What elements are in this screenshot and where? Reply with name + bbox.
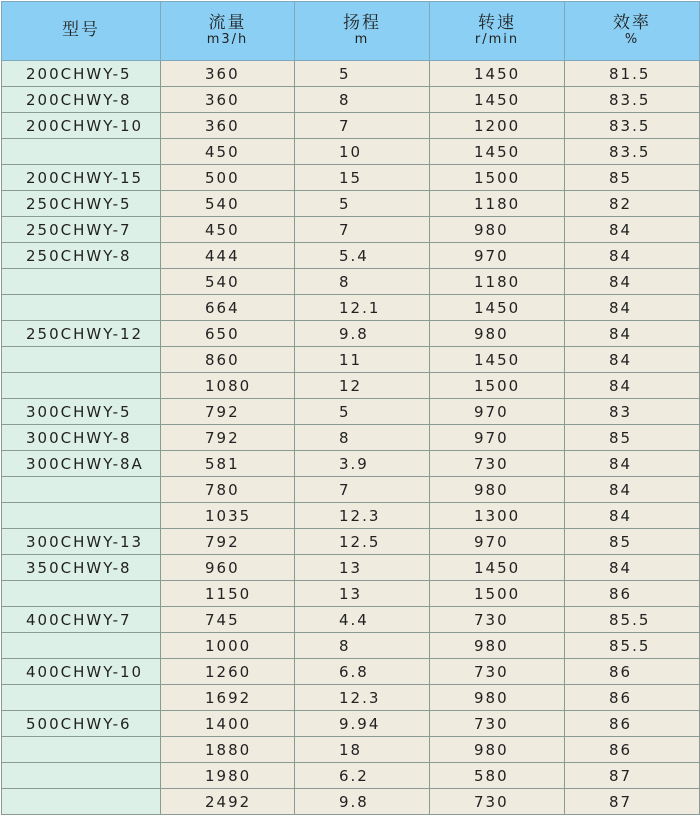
cell-model: [2, 477, 161, 503]
cell-efficiency: 86: [565, 581, 700, 607]
cell-speed: 1200: [430, 113, 565, 139]
table-row: [2, 477, 700, 503]
cell-speed: 1450: [430, 61, 565, 87]
cell-model: 200CHWY-15: [2, 165, 161, 191]
cell-flow: 1000: [161, 633, 295, 659]
cell-head: 8: [295, 269, 430, 295]
cell-flow: 792: [161, 399, 295, 425]
cell-speed: 730: [430, 607, 565, 633]
cell-efficiency: 84: [565, 373, 700, 399]
cell-flow: 780: [161, 477, 295, 503]
cell-speed: 970: [430, 399, 565, 425]
cell-efficiency: 84: [565, 451, 700, 477]
cell-flow: 1880: [161, 737, 295, 763]
cell-head: 12.3: [295, 503, 430, 529]
cell-efficiency: 84: [565, 321, 700, 347]
cell-flow: 860: [161, 347, 295, 373]
cell-model: 350CHWY-8: [2, 555, 161, 581]
cell-efficiency: 85: [565, 425, 700, 451]
cell-efficiency: 86: [565, 685, 700, 711]
cell-model: [2, 373, 161, 399]
cell-model: 400CHWY-7: [2, 607, 161, 633]
cell-efficiency: 87: [565, 789, 700, 815]
cell-efficiency: 84: [565, 477, 700, 503]
cell-head: 18: [295, 737, 430, 763]
cell-flow: 1400: [161, 711, 295, 737]
cell-speed: 580: [430, 763, 565, 789]
pump-spec-table: [1, 1, 700, 815]
cell-efficiency: 86: [565, 659, 700, 685]
table-row: [2, 113, 700, 139]
table-row: [2, 737, 700, 763]
table-row: [2, 347, 700, 373]
cell-speed: 1500: [430, 373, 565, 399]
cell-efficiency: 86: [565, 711, 700, 737]
cell-head: 5: [295, 61, 430, 87]
header-flow-label: 流量: [208, 13, 247, 34]
cell-model: 300CHWY-13: [2, 529, 161, 555]
table-row: [2, 139, 700, 165]
cell-head: 12: [295, 373, 430, 399]
table-row: [2, 87, 700, 113]
cell-head: 9.94: [295, 711, 430, 737]
cell-head: 4.4: [295, 607, 430, 633]
cell-head: 9.8: [295, 321, 430, 347]
header-speed-label: 转速: [478, 13, 516, 34]
cell-speed: 1450: [430, 87, 565, 113]
table-row: [2, 425, 700, 451]
header-efficiency: [565, 2, 700, 61]
header-speed: [430, 2, 565, 61]
cell-efficiency: 84: [565, 269, 700, 295]
cell-flow: 500: [161, 165, 295, 191]
cell-flow: 450: [161, 217, 295, 243]
cell-head: 6.8: [295, 659, 430, 685]
cell-speed: 1300: [430, 503, 565, 529]
cell-speed: 980: [430, 737, 565, 763]
cell-efficiency: 85: [565, 165, 700, 191]
table-row: [2, 607, 700, 633]
cell-head: 9.8: [295, 789, 430, 815]
cell-model: [2, 347, 161, 373]
cell-efficiency: 84: [565, 347, 700, 373]
cell-flow: 444: [161, 243, 295, 269]
cell-flow: 1980: [161, 763, 295, 789]
cell-speed: 1450: [430, 295, 565, 321]
cell-model: 500CHWY-6: [2, 711, 161, 737]
cell-head: 5: [295, 191, 430, 217]
cell-efficiency: 85: [565, 529, 700, 555]
cell-head: 5.4: [295, 243, 430, 269]
table-row: [2, 373, 700, 399]
cell-speed: 980: [430, 321, 565, 347]
cell-speed: 730: [430, 451, 565, 477]
cell-flow: 2492: [161, 789, 295, 815]
header-head: [295, 2, 430, 61]
cell-flow: 1035: [161, 503, 295, 529]
cell-flow: 960: [161, 555, 295, 581]
cell-flow: 745: [161, 607, 295, 633]
cell-head: 7: [295, 217, 430, 243]
cell-model: [2, 139, 161, 165]
cell-speed: 1500: [430, 165, 565, 191]
cell-efficiency: 85.5: [565, 633, 700, 659]
cell-head: 12.3: [295, 685, 430, 711]
cell-head: 8: [295, 87, 430, 113]
cell-flow: 1260: [161, 659, 295, 685]
cell-efficiency: 84: [565, 295, 700, 321]
table-row: [2, 295, 700, 321]
cell-head: 6.2: [295, 763, 430, 789]
cell-efficiency: 84: [565, 217, 700, 243]
table-row: [2, 555, 700, 581]
cell-head: 11: [295, 347, 430, 373]
header-speed-unit: r/min: [474, 32, 520, 48]
cell-efficiency: 83: [565, 399, 700, 425]
cell-model: [2, 269, 161, 295]
cell-model: 300CHWY-8: [2, 425, 161, 451]
cell-speed: 1180: [430, 269, 565, 295]
cell-efficiency: 81.5: [565, 61, 700, 87]
cell-model: [2, 763, 161, 789]
cell-speed: 980: [430, 477, 565, 503]
cell-speed: 980: [430, 633, 565, 659]
table-row: [2, 399, 700, 425]
cell-model: [2, 503, 161, 529]
cell-flow: 450: [161, 139, 295, 165]
table-row: [2, 243, 700, 269]
cell-flow: 1150: [161, 581, 295, 607]
cell-flow: 792: [161, 425, 295, 451]
cell-speed: 1180: [430, 191, 565, 217]
cell-head: 5: [295, 399, 430, 425]
cell-speed: 1500: [430, 581, 565, 607]
table-row: [2, 633, 700, 659]
cell-speed: 970: [430, 243, 565, 269]
cell-model: 250CHWY-5: [2, 191, 161, 217]
header-head-unit: m: [354, 32, 370, 48]
header-flow-unit: m3/h: [206, 32, 249, 48]
table-row: [2, 789, 700, 815]
cell-model: [2, 685, 161, 711]
cell-speed: 730: [430, 659, 565, 685]
cell-speed: 730: [430, 711, 565, 737]
cell-model: 400CHWY-10: [2, 659, 161, 685]
table-row: [2, 659, 700, 685]
cell-flow: 540: [161, 191, 295, 217]
cell-head: 7: [295, 477, 430, 503]
cell-speed: 970: [430, 425, 565, 451]
table-body: [2, 61, 700, 815]
cell-efficiency: 84: [565, 243, 700, 269]
cell-model: [2, 633, 161, 659]
cell-head: 7: [295, 113, 430, 139]
cell-head: 12.1: [295, 295, 430, 321]
header-head-label: 扬程: [343, 13, 381, 34]
cell-model: 200CHWY-8: [2, 87, 161, 113]
cell-model: [2, 581, 161, 607]
header-efficiency-unit: %: [624, 32, 640, 48]
cell-efficiency: 83.5: [565, 113, 700, 139]
cell-model: 250CHWY-8: [2, 243, 161, 269]
cell-flow: 1080: [161, 373, 295, 399]
cell-head: 8: [295, 425, 430, 451]
table-row: [2, 61, 700, 87]
cell-flow: 650: [161, 321, 295, 347]
cell-speed: 1450: [430, 347, 565, 373]
cell-flow: 360: [161, 87, 295, 113]
cell-flow: 360: [161, 113, 295, 139]
cell-model: 300CHWY-8A: [2, 451, 161, 477]
table-row: [2, 321, 700, 347]
cell-head: 10: [295, 139, 430, 165]
cell-flow: 540: [161, 269, 295, 295]
cell-flow: 360: [161, 61, 295, 87]
table-row: [2, 685, 700, 711]
cell-head: 13: [295, 555, 430, 581]
table-row: [2, 451, 700, 477]
cell-efficiency: 86: [565, 737, 700, 763]
table-row: [2, 503, 700, 529]
cell-efficiency: 82: [565, 191, 700, 217]
cell-speed: 1450: [430, 139, 565, 165]
table-row: [2, 529, 700, 555]
cell-speed: 980: [430, 217, 565, 243]
cell-head: 3.9: [295, 451, 430, 477]
cell-efficiency: 87: [565, 763, 700, 789]
cell-model: [2, 295, 161, 321]
header-row: [2, 2, 700, 61]
cell-efficiency: 83.5: [565, 87, 700, 113]
cell-flow: 792: [161, 529, 295, 555]
cell-head: 15: [295, 165, 430, 191]
cell-head: 8: [295, 633, 430, 659]
table-row: [2, 217, 700, 243]
cell-model: 250CHWY-7: [2, 217, 161, 243]
cell-efficiency: 85.5: [565, 607, 700, 633]
header-model: [2, 2, 161, 61]
cell-head: 13: [295, 581, 430, 607]
table-row: [2, 269, 700, 295]
cell-flow: 581: [161, 451, 295, 477]
cell-efficiency: 84: [565, 555, 700, 581]
cell-speed: 970: [430, 529, 565, 555]
cell-model: 250CHWY-12: [2, 321, 161, 347]
cell-model: [2, 789, 161, 815]
header-efficiency-label: 效率: [613, 13, 651, 34]
cell-model: 200CHWY-10: [2, 113, 161, 139]
cell-model: 300CHWY-5: [2, 399, 161, 425]
cell-speed: 1450: [430, 555, 565, 581]
cell-model: 200CHWY-5: [2, 61, 161, 87]
cell-speed: 730: [430, 789, 565, 815]
table-row: [2, 581, 700, 607]
table-row: [2, 191, 700, 217]
cell-flow: 664: [161, 295, 295, 321]
cell-flow: 1692: [161, 685, 295, 711]
table-row: [2, 165, 700, 191]
header-model-label: 型号: [62, 20, 100, 41]
header-flow: [161, 2, 295, 61]
table-row: [2, 711, 700, 737]
cell-head: 12.5: [295, 529, 430, 555]
cell-efficiency: 84: [565, 503, 700, 529]
cell-speed: 980: [430, 685, 565, 711]
cell-model: [2, 737, 161, 763]
table-row: [2, 763, 700, 789]
cell-efficiency: 83.5: [565, 139, 700, 165]
